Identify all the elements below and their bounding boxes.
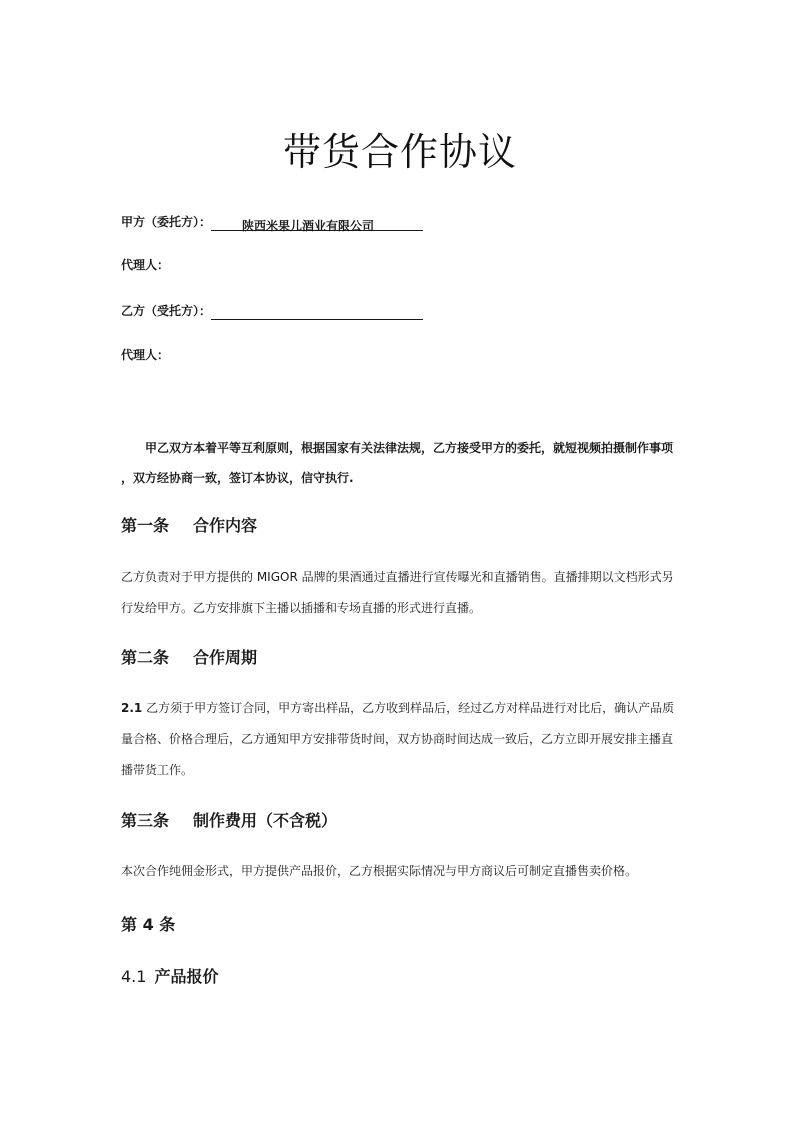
section-4-number: 第 4 条 bbox=[121, 915, 176, 934]
agent-b-line bbox=[121, 346, 169, 364]
section-3-body bbox=[121, 856, 687, 887]
section-2-line-2: 量合格、价格合理后，乙方通知甲方安排带货时间，双方协商时间达成一致后，乙方立即开展安排主播直 bbox=[121, 732, 674, 746]
intro-line-1: 甲乙双方本着平等互利原则，根据国家有关法律法规，乙方接受甲方的委托，就短视频拍摄制作事项 bbox=[145, 441, 674, 455]
agent-a-label: 代理人： bbox=[121, 258, 170, 272]
document-title: 带货合作协议 bbox=[282, 130, 517, 174]
subsection-4-1-number: 4.1 bbox=[121, 967, 147, 986]
intro-paragraph bbox=[121, 433, 681, 493]
section-1-title: 合作内容 bbox=[193, 516, 258, 535]
section-3-number: 第三条 bbox=[121, 811, 170, 830]
section-1-line-1: 乙方负责对于甲方提供的 MIGOR 品牌的果酒通过直播进行宣传曝光和直播销售。直播排期以文档形式另 bbox=[121, 570, 674, 584]
agent-a-line bbox=[121, 256, 169, 274]
subsection-4-1-heading bbox=[121, 966, 218, 988]
section-4-heading bbox=[121, 914, 175, 936]
party-a-line bbox=[121, 213, 423, 231]
section-1-line-2: 行发给甲方。乙方安排旗下主播以插播和专场直播的形式进行直播。 bbox=[121, 601, 482, 615]
section-3-line-1: 本次合作纯佣金形式，甲方提供产品报价，乙方根据实际情况与甲方商议后可制定直播售卖价格。 bbox=[121, 864, 638, 878]
agent-b-label: 代理人： bbox=[121, 348, 170, 362]
section-3-title: 制作费用（不含税） bbox=[193, 811, 338, 830]
section-1-body bbox=[121, 562, 687, 624]
section-2-title: 合作周期 bbox=[193, 648, 258, 667]
section-2-number: 第二条 bbox=[121, 648, 170, 667]
party-a-fill-line bbox=[211, 217, 423, 231]
section-2-heading bbox=[121, 647, 257, 669]
section-3-heading bbox=[121, 810, 337, 832]
section-2-line-1: 2.1 乙方须于甲方签订合同，甲方寄出样品，乙方收到样品后，经过乙方对样品进行对比后，确认产品质 bbox=[121, 701, 675, 715]
subsection-4-1-title: 产品报价 bbox=[154, 967, 219, 986]
party-b-line bbox=[121, 302, 423, 320]
clause-number-2-1: 2.1 bbox=[121, 701, 143, 715]
section-1-heading bbox=[121, 515, 257, 537]
section-1-number: 第一条 bbox=[121, 516, 170, 535]
party-b-fill-line bbox=[211, 306, 423, 320]
section-2-line-3: 播带货工作。 bbox=[121, 763, 194, 777]
party-a-company-name: 陕西米果儿酒业有限公司 bbox=[242, 219, 375, 233]
party-b-label: 乙方（受托方）： bbox=[121, 304, 212, 318]
section-2-body bbox=[121, 693, 687, 786]
party-a-label: 甲方（委托方）： bbox=[121, 215, 212, 229]
intro-line-2: ，双方经协商一致，签订本协议，信守执行. bbox=[121, 471, 354, 485]
